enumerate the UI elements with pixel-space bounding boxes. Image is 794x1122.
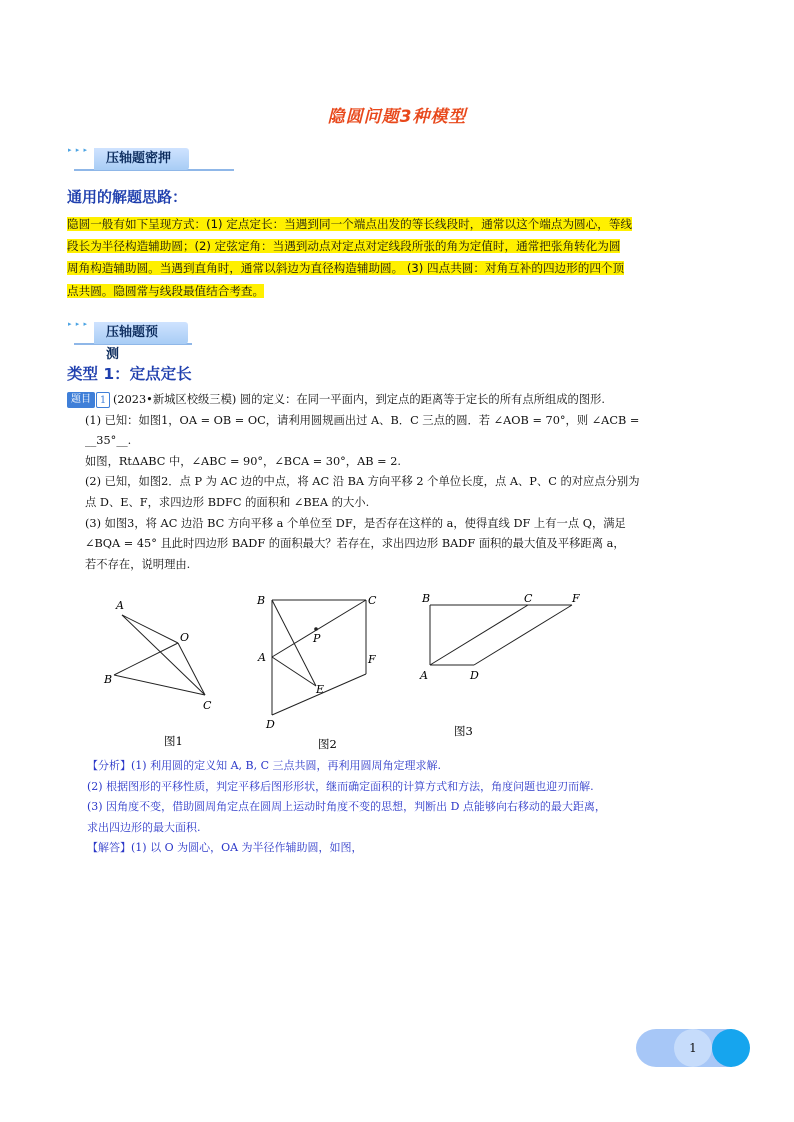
label-a: A	[420, 669, 428, 682]
analysis-line: (3) 因角度不变，借助圆周角定点在圆周上运动时角度不变的思想，判断出 D 点能够向右移动的最大距离，	[87, 800, 606, 813]
figure-1	[100, 595, 230, 755]
page-circle-right	[712, 1029, 750, 1067]
segment-ao	[122, 615, 178, 643]
label-b: B	[422, 592, 431, 605]
arrow-decor-icon: ▸ ▸ ▸	[68, 146, 88, 154]
figure-2	[252, 590, 382, 755]
question-line: ∠BQA = 45° 且此时四边形 BADF 的面积最大？若存在，求出四边形 BADF 面积的最大值及平移距离 a，	[85, 537, 625, 551]
segment-bc	[114, 675, 205, 695]
banner-label: 压轴题密押	[94, 148, 189, 170]
banner-prediction	[68, 314, 188, 362]
segment-df	[474, 605, 572, 665]
analysis-line: 求出四边形的最大面积.	[87, 820, 201, 834]
question-line: (1) 已知：如图1，OA = OB = OC，请利用圆规画出过 A、B．C 三点的圆．若 ∠AOB = 70°，则 ∠ACB =	[85, 413, 640, 427]
question-line: (3) 如图3，将 AC 边沿 BC 方向平移 a 个单位至 DF，是否存在这样的 a，使得直线 DF 上有一点 Q，满足	[85, 516, 626, 530]
label-c: C	[368, 594, 377, 607]
question-line: 点 D、E、F，求四边形 BDFC 的面积和 ∠BEA 的大小.	[85, 495, 370, 509]
segment-ae	[272, 657, 316, 686]
analysis-line: 【分析】(1) 利用圆的定义知 A, B, C 三点共圆，再利用圆周角定理求解.	[87, 759, 441, 772]
question-line: 题目 1 (2023•新城区校级三模) 圆的定义：在同一平面内，到定点的距离等于定长的所有点所组成的图形.	[67, 390, 767, 411]
question-line: 如图，RtΔABC 中，∠ABC = 90°，∠BCA = 30°，AB = 2.	[85, 454, 401, 468]
label-e: E	[316, 683, 325, 696]
arrow-decor-icon: ▸ ▸ ▸	[68, 320, 88, 328]
highlight-line: 隐圆一般有如下呈现方式：(1) 定点定长：当遇到同一个端点出发的等长线段时，通常以这个端点为圆心，等线	[67, 217, 633, 231]
question-line: __35°__.	[85, 434, 132, 448]
label-c: C	[524, 592, 533, 605]
highlight-line: 段长为半径构造辅助圆；(2) 定弦定角：当遇到动点对定点对定线段所张的角为定值时，通常把张角转化为圆	[67, 239, 621, 254]
label-f: F	[572, 592, 580, 605]
question-block	[67, 390, 767, 575]
label-b: B	[104, 673, 113, 686]
figure-2-caption: 图2	[318, 737, 337, 751]
question-line: 若不存在，说明理由.	[85, 557, 191, 571]
question-number: 1	[96, 392, 110, 408]
label-f: F	[368, 653, 376, 666]
figure-3	[410, 590, 590, 740]
page-number: 1	[689, 1041, 697, 1055]
question-badge: 题目	[67, 392, 95, 408]
figure-1-caption: 图1	[164, 734, 183, 748]
label-p: P	[313, 632, 321, 645]
label-c: C	[203, 699, 212, 712]
label-d: D	[266, 718, 275, 731]
banner-label: 压轴题预测	[94, 322, 188, 344]
segment-be	[272, 600, 316, 686]
section-heading: 通用的解题思路：	[67, 188, 188, 206]
segment-oc	[178, 643, 205, 695]
segment-bo	[114, 643, 178, 675]
analysis-block	[87, 756, 767, 859]
analysis-line: (2) 根据图形的平移性质，判定平移后图形形状，继而确定面积的计算方式和方法，角度问题也迎刃而解.	[87, 779, 594, 793]
question-line: (2) 已知，如图2．点 P 为 AC 边的中点，将 AC 沿 BA 方向平移 2 个单位长度，点 A、P、C 的对应点分别为	[85, 475, 640, 489]
answer-line: 【解答】(1) 以 O 为圆心，OA 为半径作辅助圆，如图，	[87, 841, 363, 854]
label-a: A	[116, 599, 124, 612]
page-title: 隐圆问题3种模型	[327, 107, 467, 127]
page-number-badge	[636, 1029, 752, 1067]
segment-ac	[430, 605, 528, 665]
point-p	[314, 627, 318, 631]
label-a: A	[258, 651, 266, 664]
highlight-line: 周角构造辅助圆。当遇到直角时，通常以斜边为直径构造辅助圆。 (3) 四点共圆：对角互补的四边形的四个顶	[67, 261, 625, 276]
banner-exam-secret	[68, 140, 228, 170]
highlight-line: 点共圆。隐圆常与线段最值结合考查。	[67, 283, 265, 298]
segment-ac	[122, 615, 205, 695]
type-heading: 类型 1：定点定长	[67, 365, 192, 383]
label-d: D	[470, 669, 479, 682]
label-b: B	[257, 594, 266, 607]
figure-3-caption: 图3	[454, 724, 473, 738]
label-o: O	[180, 631, 190, 644]
highlight-paragraph	[67, 213, 761, 302]
